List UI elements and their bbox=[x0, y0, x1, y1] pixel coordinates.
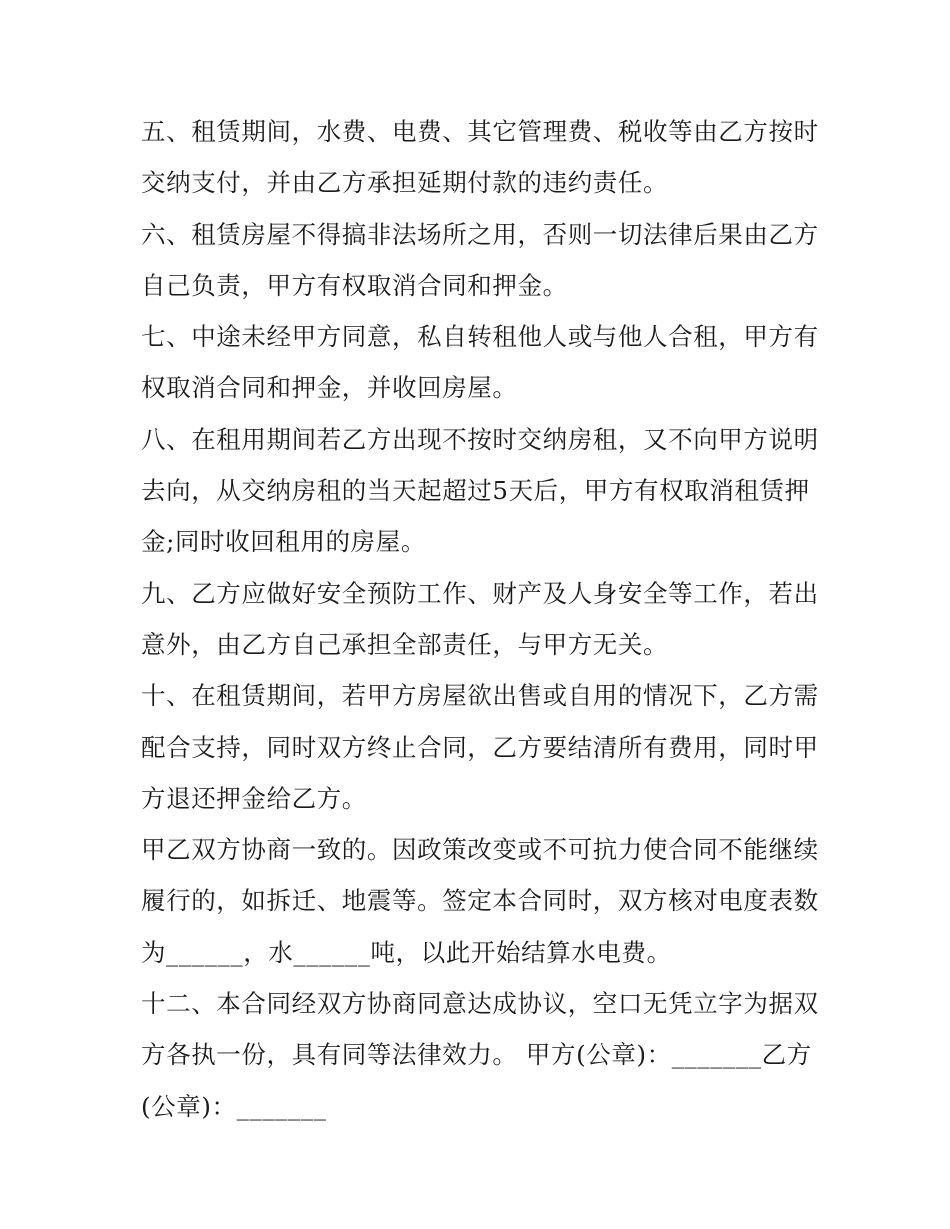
text-line-7: 八、在租用期间若乙方出现不按时交纳房租，又不向甲方说明 bbox=[141, 424, 819, 454]
text-line-5: 七、中途未经甲方同意，私自转租他人或与他人合租，甲方有 bbox=[141, 322, 819, 352]
text-line-9: 金;同时收回租用的房屋。 bbox=[141, 527, 426, 557]
text-line-2: 交纳支付，并由乙方承担延期付款的违约责任。 bbox=[141, 168, 669, 198]
text-line-13: 配合支持，同时双方终止合同，乙方要结清所有费用，同时甲 bbox=[141, 732, 819, 762]
text-line-14: 方退还押金给乙方。 bbox=[141, 783, 367, 813]
text-line-8: 去向，从交纳房租的当天起超过5天后，甲方有权取消租赁押 bbox=[141, 476, 810, 506]
text-line-18: 十二、本合同经双方协商同意达成协议，空口无凭立字为据双 bbox=[141, 989, 819, 1019]
text-line-6: 权取消合同和押金，并收回房屋。 bbox=[141, 373, 518, 403]
text-line-19: 方各执一份，具有同等法律效力。 甲方(公章)：_______乙方 bbox=[141, 1040, 812, 1070]
text-line-20: (公章)：_______ bbox=[141, 1091, 327, 1121]
text-line-16: 履行的，如拆迁、地震等。签定本合同时，双方核对电度表数 bbox=[141, 886, 819, 916]
text-line-11: 意外，由乙方自己承担全部责任，与甲方无关。 bbox=[141, 629, 669, 659]
text-line-4: 自己负责，甲方有权取消合同和押金。 bbox=[141, 270, 568, 300]
contract-text bbox=[141, 106, 821, 1132]
text-line-3: 六、租赁房屋不得搞非法场所之用，否则一切法律后果由乙方 bbox=[141, 219, 819, 249]
text-line-12: 十、在租赁期间，若甲方房屋欲出售或自用的情况下，乙方需 bbox=[141, 681, 819, 711]
text-line-1: 五、租赁期间，水费、电费、其它管理费、税收等由乙方按时 bbox=[141, 117, 819, 146]
text-line-10: 九、乙方应做好安全预防工作、财产及人身安全等工作，若出 bbox=[141, 578, 819, 608]
text-line-17: 为______，水______吨，以此开始结算水电费。 bbox=[141, 937, 672, 967]
text-line-15: 甲乙双方协商一致的。因政策改变或不可抗力使合同不能继续 bbox=[141, 835, 819, 865]
